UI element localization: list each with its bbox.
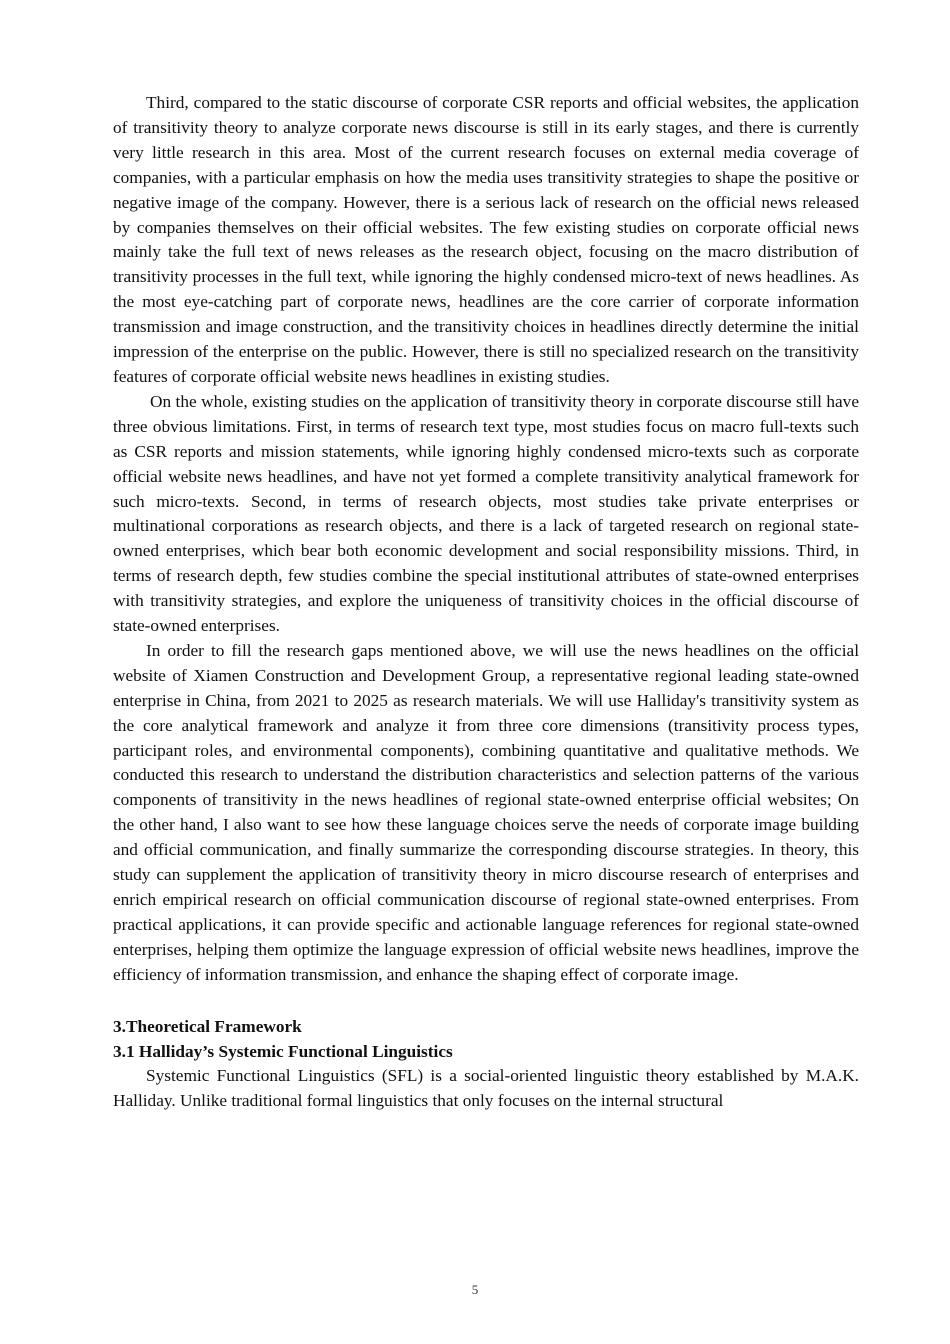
document-page [113, 91, 859, 1114]
body-paragraph-2: On the whole, existing studies on the application of transitivity theory in corporate discourse still have three obvious limitations. First, in terms of research text type, most studies focus on macro full-texts such as CSR reports and mission statements, while ignoring highly condensed micro-texts such as corporate official website news headlines, and have not yet formed a complete transitivity analytical framework for such micro-texts. Second, in terms of research objects, most studies take private enterprises or multinational corporations as research objects, and there is a lack of targeted research on regional state-owned enterprises, which bear both economic development and social responsibility missions. Third, in terms of research depth, few studies combine the special institutional attributes of state-owned enterprises with transitivity strategies, and explore the uniqueness of transitivity choices in the official discourse of state-owned enterprises. [113, 391, 859, 636]
body-paragraph-1: Third, compared to the static discourse of corporate CSR reports and official websites, the application of transitivity theory to analyze corporate news discourse is still in its early stages, and there is currently very little research in this area. Most of the current research focuses on external media coverage of companies, with a particular emphasis on how the media uses transitivity strategies to shape the positive or negative image of the company. However, there is a serious lack of research on the official news released by companies themselves on their official websites. The few existing studies on corporate official news mainly take the full text of news releases as the research object, focusing on the macro distribution of transitivity processes in the full text, while ignoring the highly condensed micro-text of news headlines. As the most eye-catching part of corporate news, headlines are the core carrier of corporate information transmission and image construction, and the transitivity choices in headlines directly determine the initial impression of the enterprise on the public. However, there is still no specialized research on the transitivity features of corporate official website news headlines in existing studies. [113, 93, 859, 386]
body-paragraph-3: In order to fill the research gaps mentioned above, we will use the news headlines on the official website of Xiamen Construction and Development Group, a representative regional leading state-owned enterprise in China, from 2021 to 2025 as research materials. We will use Halliday's transitivity system as the core analytical framework and analyze it from three core dimensions (transitivity process types, participant roles, and environmental components), combining quantitative and qualitative methods. We conducted this research to understand the distribution characteristics and selection patterns of the various components of transitivity in the news headlines of regional state-owned enterprise official websites; On the other hand, I also want to see how these language choices serve the needs of corporate image building and official communication, and finally summarize the corresponding discourse strategies. In theory, this study can supplement the application of transitivity theory in micro discourse research of enterprises and enrich empirical research on official communication discourse of regional state-owned enterprises. From practical applications, it can provide specific and actionable language references for regional state-owned enterprises, helping them optimize the language expression of official website news headlines, improve the efficiency of information transmission, and enhance the shaping effect of corporate image. [113, 640, 859, 984]
section-heading: 3.Theoretical Framework [113, 1016, 302, 1036]
subsection-heading: 3.1 Halliday’s Systemic Functional Linguistics [113, 1042, 453, 1062]
page-number: 5 [471, 1282, 479, 1297]
section-paragraph: Systemic Functional Linguistics (SFL) is a social-oriented linguistic theory established by M.A.K. Halliday. Unlike traditional formal linguistics that only focuses on the internal structural [113, 1066, 859, 1111]
